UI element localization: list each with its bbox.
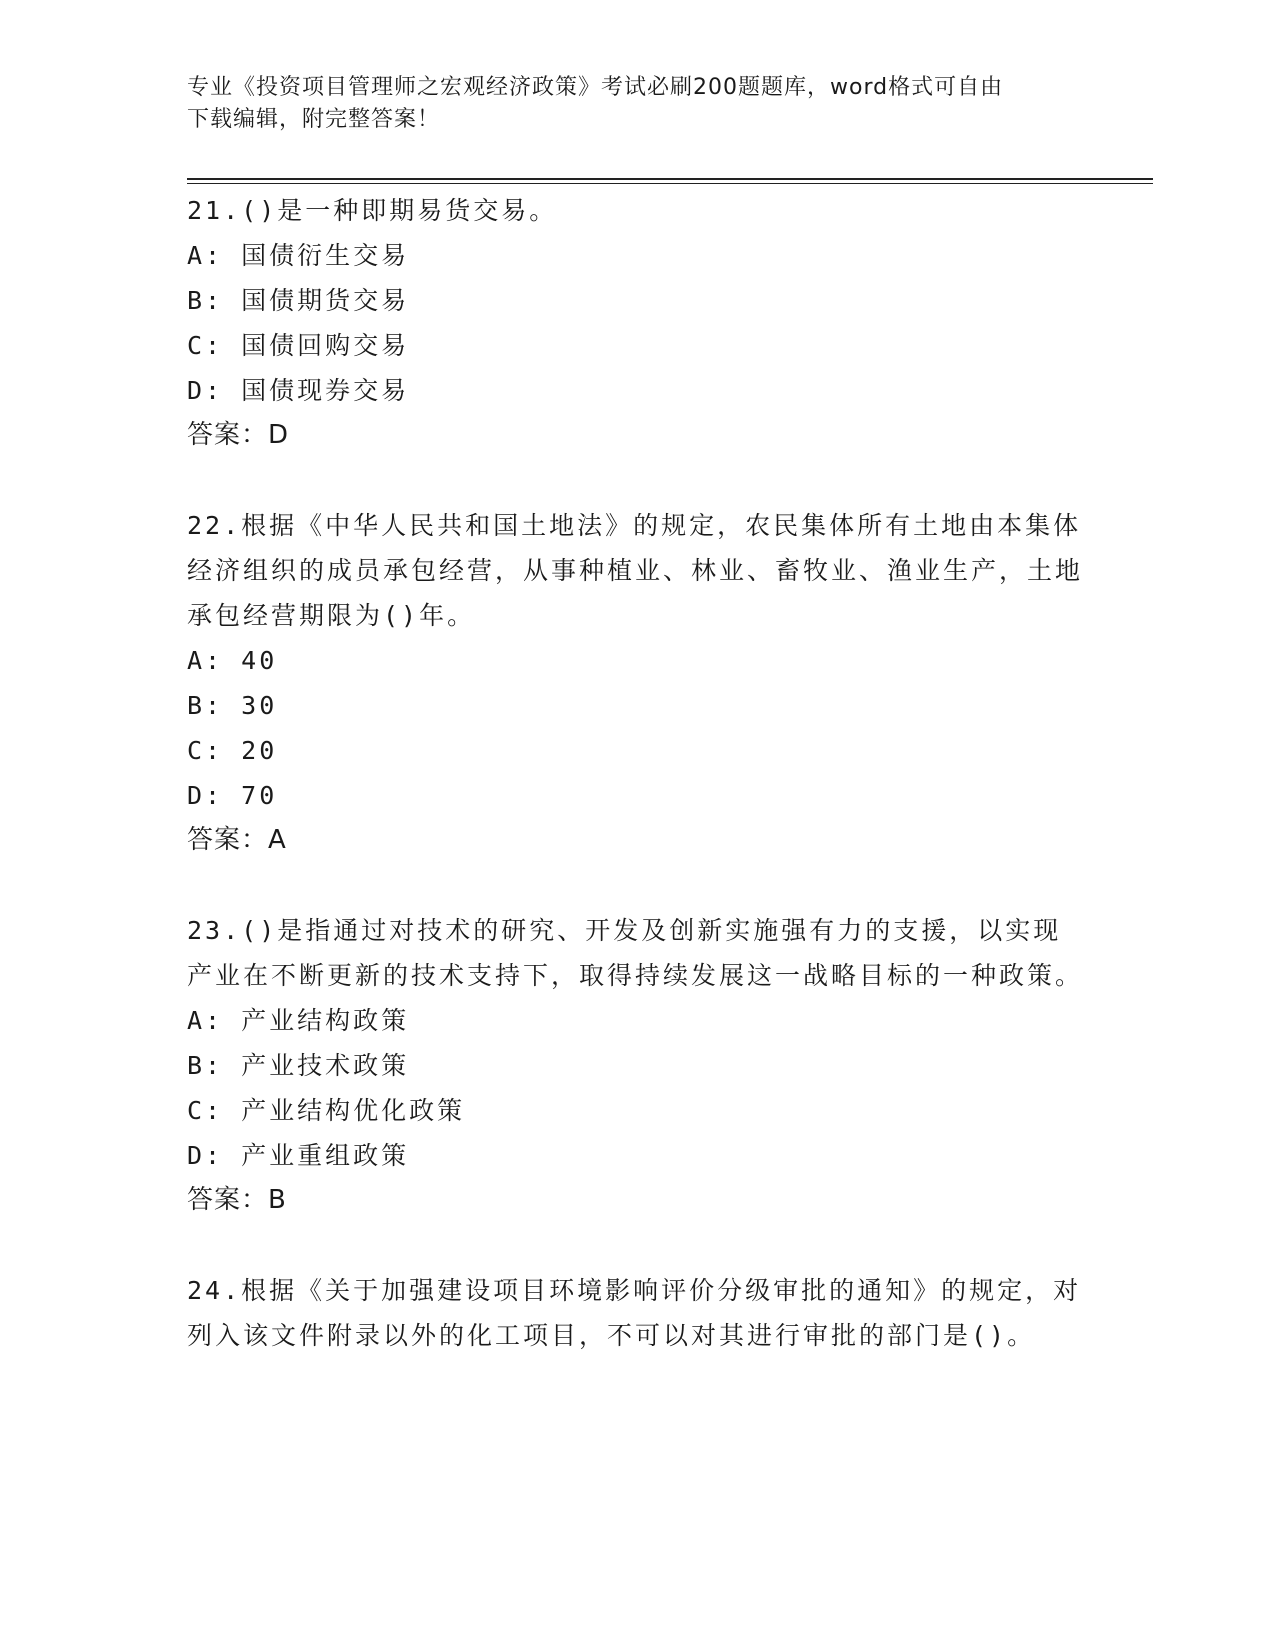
header-divider-thick	[187, 178, 1153, 180]
option-d: D: 国债现券交易	[187, 376, 410, 405]
answer-line: 答案：A	[187, 825, 287, 855]
option-b: B: 产业技术政策	[187, 1051, 410, 1080]
question-spacer	[187, 1223, 1087, 1268]
question-stem: 23.()是指通过对技术的研究、开发及创新实施强有力的支援，以实现产业在不断更新的技术支持下，取得持续发展这一战略目标的一种政策。	[187, 916, 1084, 990]
answer-line: 答案：B	[187, 1185, 287, 1215]
question-stem: 21.()是一种即期易货交易。	[187, 196, 558, 225]
question-stem: 22.根据《中华人民共和国土地法》的规定，农民集体所有土地由本集体经济组织的成员承包经营，从事种植业、林业、畜牧业、渔业生产，土地承包经营期限为()年。	[187, 511, 1084, 630]
question-24	[187, 1268, 1087, 1358]
option-d: D: 产业重组政策	[187, 1141, 410, 1170]
option-b: B: 30	[187, 691, 278, 720]
document-header	[187, 72, 1067, 136]
answer-line: 答案：D	[187, 420, 290, 450]
option-c: C: 产业结构优化政策	[187, 1096, 466, 1125]
header-divider-thin	[187, 183, 1153, 184]
option-b: B: 国债期货交易	[187, 286, 410, 315]
question-21	[187, 188, 1087, 458]
header-line-1: 专业《投资项目管理师之宏观经济政策》考试必刷200题题库，word格式可自由	[187, 75, 1004, 100]
question-22	[187, 503, 1087, 863]
question-spacer	[187, 863, 1087, 908]
question-spacer	[187, 458, 1087, 503]
option-c: C: 20	[187, 736, 278, 765]
question-23	[187, 908, 1087, 1223]
option-a: A: 40	[187, 646, 278, 675]
option-c: C: 国债回购交易	[187, 331, 410, 360]
option-d: D: 70	[187, 781, 278, 810]
option-a: A: 产业结构政策	[187, 1006, 410, 1035]
header-line-2: 下载编辑，附完整答案！	[187, 107, 441, 132]
question-stem: 24.根据《关于加强建设项目环境影响评价分级审批的通知》的规定，对列入该文件附录以外的化工项目，不可以对其进行审批的部门是()。	[187, 1276, 1082, 1350]
option-a: A: 国债衍生交易	[187, 241, 410, 270]
question-list	[187, 188, 1087, 1358]
